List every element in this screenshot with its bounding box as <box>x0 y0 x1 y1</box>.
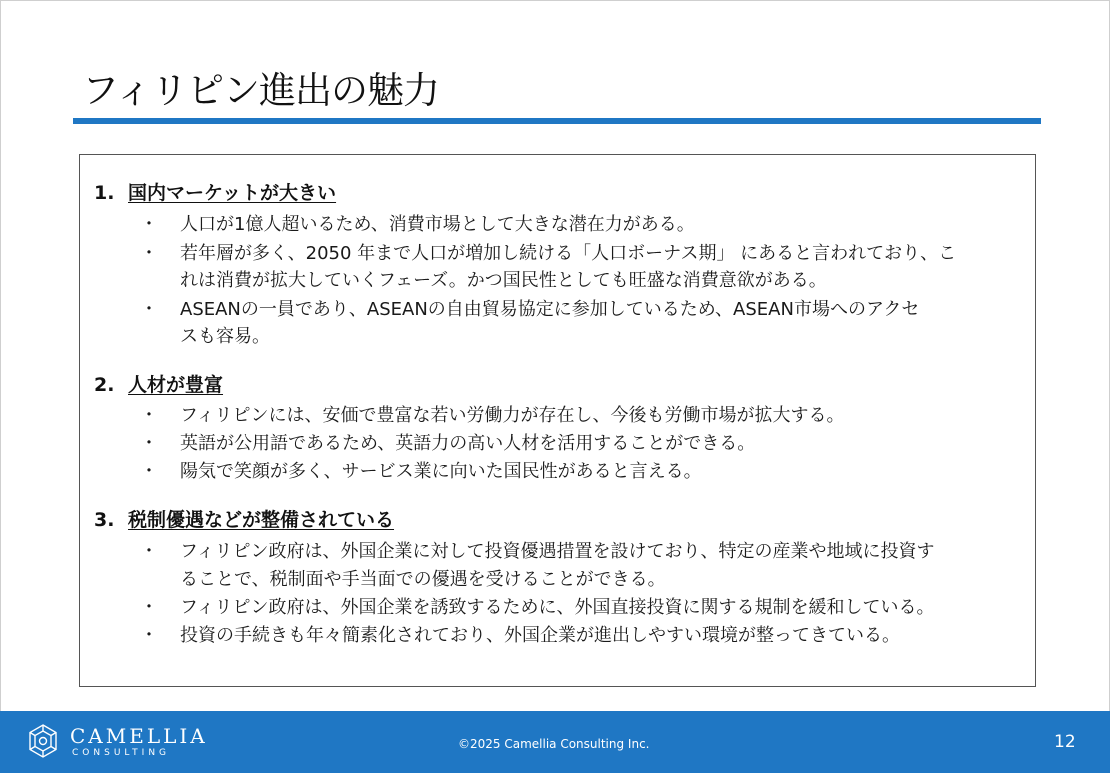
section-number: 3. <box>94 509 115 531</box>
bullet-text: れは消費が拡大していくフェーズ。かつ国民性としても旺盛な消費意欲がある。 <box>180 270 827 291</box>
bullet-text: フィリピンには、安価で豊富な若い労働力が存在し、今後も労働市場が拡大する。 <box>180 405 845 426</box>
bullet-dot: ・ <box>140 405 158 426</box>
bullet-dot: ・ <box>140 597 158 618</box>
section-number: 2. <box>94 374 115 396</box>
section-title: 税制優遇などが整備されている <box>128 509 395 531</box>
slide-title: フィリピン進出の魅力 <box>82 69 440 112</box>
bullet-dot: ・ <box>140 433 158 454</box>
bullet-text: ASEANの一員であり、ASEANの自由貿易協定に参加しているため、ASEAN市場へのアクセ <box>180 299 920 320</box>
bullet-dot: ・ <box>140 299 158 320</box>
bullet-text: フィリピン政府は、外国企業に対して投資優遇措置を設けており、特定の産業や地域に投資す <box>180 541 935 562</box>
section-number: 1. <box>94 182 115 204</box>
bullet-text: スも容易。 <box>180 326 270 347</box>
logo-subtitle: CONSULTING <box>72 748 171 758</box>
title-underline-rule <box>73 118 1041 124</box>
footer-bar <box>0 711 1110 773</box>
camellia-logo-icon <box>26 723 60 759</box>
bullet-dot: ・ <box>140 214 158 235</box>
page-number: 12 <box>1054 732 1076 752</box>
bullet-dot: ・ <box>140 243 158 264</box>
section-heading-market <box>94 178 336 205</box>
bullet-dot: ・ <box>140 541 158 562</box>
copyright-text: ©2025 Camellia Consulting Inc. <box>458 737 650 751</box>
bullet-text: 人口が1億人超いるため、消費市場として大きな潜在力がある。 <box>180 214 695 235</box>
section-title: 人材が豊富 <box>128 374 224 396</box>
bullet-text: フィリピン政府は、外国企業を誘致するために、外国直接投資に関する規制を緩和している。 <box>180 597 935 618</box>
section-heading-tax <box>94 505 394 532</box>
section-title: 国内マーケットが大きい <box>128 182 337 204</box>
section-heading-talent <box>94 370 223 397</box>
logo-wordmark: CAMELLIA <box>70 724 208 748</box>
bullet-dot: ・ <box>140 625 158 646</box>
bullet-text: 若年層が多く、2050 年まで人口が増加し続ける「人口ボーナス期」 にあると言われており、こ <box>180 243 957 264</box>
bullet-text: 英語が公用語であるため、英語力の高い人材を活用することができる。 <box>180 433 756 454</box>
bullet-text: 投資の手続きも年々簡素化されており、外国企業が進出しやすい環境が整ってきている。 <box>180 625 900 646</box>
bullet-text: ることで、税制面や手当面での優遇を受けることができる。 <box>180 569 666 590</box>
bullet-text: 陽気で笑顔が多く、サービス業に向いた国民性があると言える。 <box>180 461 702 482</box>
bullet-dot: ・ <box>140 461 158 482</box>
